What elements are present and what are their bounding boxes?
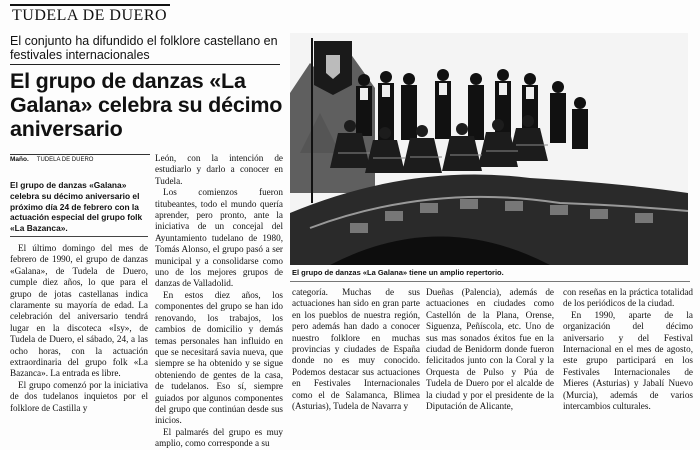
paragraph: El palmarés del grupo es muy amplio, como corresponde a su: [155, 426, 283, 449]
paragraph: Dueñas (Palencia), además de actuaciones en ciudades como Castellón de la Plana, Orense, Siguenza, Peñíscola, etc. Uno de sus mas sonados éxitos fue en la ciudad de Benidorm donde fueron felicitados junto con la Coral y la Orquesta de Pulso y Púa de Tudela de Duero por el alcalde de la ciudad y por el presidente de la Diputación de Alicante,: [426, 287, 554, 412]
body-column-5: [563, 287, 693, 412]
body-column-4: [426, 287, 554, 412]
section-title: TUDELA DE DUERO: [12, 7, 168, 24]
paragraph: Los comienzos fueron titubeantes, todo el mundo quería aprender, pero pronto, ante la iniciativa de un concejal del Ayuntamiento tudelano de 1980, Tomás Alonso, el grupo pasó a ser municipal y a consolidarse como uno de los mejores grupos de danzas de Valladolid.: [155, 187, 283, 289]
byline: [10, 154, 150, 166]
paragraph: con reseñas en la práctica totalidad de los periódicos de la ciudad.: [563, 287, 693, 309]
byline-author: Maño.: [10, 156, 29, 163]
byline-location: TUDELA DE DUERO: [36, 157, 94, 163]
paragraph: León, con la intención de estudiarlo y darlo a conocer en Tudela.: [155, 153, 283, 186]
headline: El grupo de danzas «La Galana» celebra su décimo aniversario: [10, 69, 283, 141]
kicker: El conjunto ha difundido el folklore castellano en festivales internacionales: [10, 34, 278, 62]
paragraph: El último domingo del mes de febrero de 1990, el grupo de danzas «Galana», de Tudela de Duero, cumple diez años, lo que para el grupo de jotas castellanas indica claramente su mayoría de edad. La celebración del aniversario tendrá lugar en la discoteca «Isy», de Tudela de Duero, el sábado, 24, a las ocho horas, con la actuación extraordinaria del grupo folk «La Bazanca». La entrada es libre.: [10, 243, 148, 379]
paragraph: En estos diez años, los componentes del grupo se han ido renovando, los trabajos, los cambios de domicilio y demás temas personales han influido en que se necesitará savia nueva, que siempre se ha obtenido y se sigue obteniendo de gentes de la casa, de tudelanos. Eso sí, siempre guiados por algunos componentes del grupo que continúan desde sus inicios.: [155, 289, 283, 426]
caption-rule: [290, 281, 690, 282]
section-rule: [10, 4, 170, 6]
lead-rule: [10, 236, 148, 237]
kicker-rule: [10, 64, 280, 65]
lead-paragraph: El grupo de danzas «Galana» celebra su décimo aniversario el próximo día 24 de febrero con la actuación especial del grupo folk «La Bazanca».: [10, 180, 143, 234]
group-photo-illustration: [290, 33, 688, 265]
body-column-1: [10, 243, 148, 414]
body-column-2: [155, 153, 283, 450]
paragraph: En 1990, aparte de la organización del décimo aniversario y del Festival Internacional en el mes de agosto, este grupo participará en los Festivales Internacionales de Mieres (Asturias) y Jabalí Nuevo (Murcia), además de varios intercambios culturales.: [563, 309, 693, 412]
paragraph: El grupo comenzó por la iniciativa de dos tudelanos inquietos por el folklore de Castilla y: [10, 379, 148, 413]
photo-caption: El grupo de danzas «La Galana» tiene un amplio repertorio.: [292, 268, 504, 277]
paragraph: categoría. Muchas de sus actuaciones han sido en gran parte en los pueblos de nuestra región, pero además han dado a conocer nuestro folklore en muchas provincias y ciudades de España donde no es muy conocido. Podemos destacar sus actuaciones en Festivales Internacionales como el de Salamanca, Blimea (Asturias), Tudela de Navarra y: [292, 287, 420, 412]
body-column-3: [292, 287, 420, 412]
group-photo: [290, 33, 688, 265]
